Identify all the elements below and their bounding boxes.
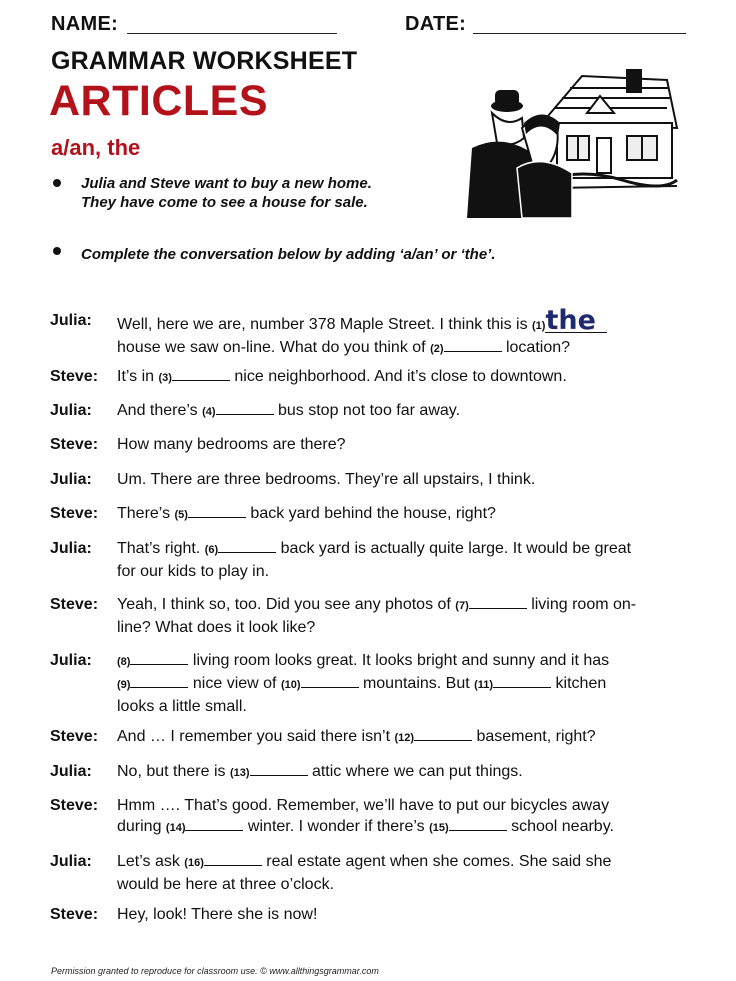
blank-number: (7) bbox=[455, 600, 469, 612]
answer-blank[interactable] bbox=[414, 726, 472, 741]
dialogue-text: school nearby. bbox=[506, 818, 614, 835]
dialogue-text: nice view of bbox=[188, 675, 281, 692]
answer-blank[interactable] bbox=[172, 366, 230, 381]
dialogue-text: back yard is actually quite large. It would be great bbox=[276, 540, 632, 557]
dialogue-text: living room looks great. It looks bright and sunny and it has bbox=[188, 652, 610, 669]
blank-number: (13) bbox=[229, 767, 250, 779]
instruction-1: Julia and Steve want to buy a new home. They have come to see a house for sale. bbox=[81, 175, 372, 211]
dialogue-text: for our kids to play in. bbox=[117, 563, 270, 580]
dialogue-text: It’s in bbox=[117, 368, 159, 385]
answer-blank[interactable] bbox=[218, 538, 276, 553]
dialogue-line bbox=[117, 851, 702, 895]
dialogue-text: living room on- bbox=[526, 596, 637, 613]
blank-number: (2) bbox=[430, 343, 444, 355]
dialogue-line bbox=[117, 904, 702, 925]
speaker-label: Steve: bbox=[50, 368, 99, 385]
answer-blank[interactable] bbox=[493, 673, 551, 688]
dialogue-line bbox=[117, 503, 702, 526]
answer-blank[interactable] bbox=[130, 673, 188, 688]
blank-number: (8) bbox=[117, 656, 131, 668]
dialogue-text: back yard behind the house, right? bbox=[245, 505, 496, 522]
worksheet-title: GRAMMAR WORKSHEET bbox=[51, 47, 358, 75]
dialogue-text: That’s right. bbox=[117, 540, 205, 557]
dialogue-line bbox=[117, 366, 702, 389]
speaker-label: Steve: bbox=[50, 436, 99, 453]
answer-blank[interactable] bbox=[204, 851, 262, 866]
answer-blank[interactable] bbox=[216, 400, 274, 415]
dialogue-text: Well, here we are, number 378 Maple Street. I think this is bbox=[117, 316, 533, 333]
answer-blank[interactable] bbox=[130, 650, 188, 665]
blank-number: (5) bbox=[174, 509, 188, 521]
blank-number: (12) bbox=[394, 732, 415, 744]
answer-blank[interactable] bbox=[250, 761, 308, 776]
answer-blank[interactable] bbox=[301, 673, 359, 688]
dialogue-text: would be here at three o’clock. bbox=[117, 876, 335, 893]
dialogue-line bbox=[117, 761, 702, 784]
dialogue-line bbox=[117, 594, 702, 638]
dialogue-line bbox=[117, 469, 702, 490]
house-illustration bbox=[462, 68, 682, 218]
dialogue-text: How many bedrooms are there? bbox=[117, 436, 346, 453]
handwritten-answer[interactable]: the bbox=[545, 310, 607, 333]
date-field[interactable] bbox=[473, 33, 686, 34]
blank-number: (1) bbox=[532, 320, 546, 332]
speaker-label: Steve: bbox=[50, 797, 99, 814]
speaker-label: Steve: bbox=[50, 906, 99, 923]
dialogue-text: winter. I wonder if there’s bbox=[243, 818, 430, 835]
dialogue-text: There’s bbox=[117, 505, 175, 522]
name-label: NAME: bbox=[51, 13, 119, 35]
blank-number: (4) bbox=[202, 406, 216, 418]
dialogue-text: Let’s ask bbox=[117, 853, 185, 870]
dialogue-text: Hmm …. That’s good. Remember, we’ll have to put our bicycles away bbox=[117, 797, 610, 814]
answer-blank[interactable] bbox=[185, 816, 243, 831]
blank-number: (9) bbox=[117, 679, 131, 691]
speaker-label: Steve: bbox=[50, 728, 99, 745]
dialogue-text: during bbox=[117, 818, 166, 835]
name-field[interactable] bbox=[127, 33, 337, 34]
blank-number: (3) bbox=[158, 372, 172, 384]
dialogue-line bbox=[117, 726, 702, 749]
dialogue-line bbox=[117, 400, 702, 423]
speaker-label: Steve: bbox=[50, 505, 99, 522]
dialogue-text: nice neighborhood. And it’s close to downtown. bbox=[229, 368, 567, 385]
dialogue-text: real estate agent when she comes. She said she bbox=[261, 853, 612, 870]
dialogue-text: No, but there is bbox=[117, 763, 230, 780]
speaker-label: Julia: bbox=[50, 853, 92, 870]
blank-number: (6) bbox=[204, 544, 219, 556]
blank-number: (16) bbox=[184, 857, 204, 869]
dialogue-text: Um. There are three bedrooms. They’re all upstairs, I think. bbox=[117, 471, 536, 488]
dialogue-text: location? bbox=[501, 339, 571, 356]
dialogue-text: Hey, look! There she is now! bbox=[117, 906, 318, 923]
blank-number: (14) bbox=[165, 822, 186, 834]
dialogue-text: attic where we can put things. bbox=[307, 763, 523, 780]
worksheet-subtopic: a/an, the bbox=[51, 135, 141, 160]
answer-blank[interactable] bbox=[449, 816, 507, 831]
instruction-2: Complete the conversation below by adding ‘a/an’ or ‘the’. bbox=[81, 246, 496, 263]
dialogue-line bbox=[117, 650, 702, 717]
dialogue-text: line? What does it look like? bbox=[117, 619, 316, 636]
dialogue-line bbox=[117, 538, 702, 582]
blank-number: (11) bbox=[474, 679, 494, 691]
dialogue-text: And there’s bbox=[117, 402, 203, 419]
worksheet-topic: ARTICLES bbox=[49, 77, 268, 125]
dialogue-text: bus stop not too far away. bbox=[273, 402, 461, 419]
blank-number: (10) bbox=[280, 679, 301, 691]
dialogue-text: Yeah, I think so, too. Did you see any photos of bbox=[117, 596, 456, 613]
dialogue-text: mountains. But bbox=[358, 675, 475, 692]
bullet-icon bbox=[53, 179, 61, 187]
speaker-label: Julia: bbox=[50, 402, 92, 419]
answer-blank[interactable] bbox=[444, 337, 502, 352]
answer-blank[interactable] bbox=[469, 594, 527, 609]
footer-permission: Permission granted to reproduce for classroom use. © www.allthingsgrammar.com bbox=[51, 966, 379, 976]
speaker-label: Julia: bbox=[50, 540, 92, 557]
dialogue-line bbox=[117, 434, 702, 455]
speaker-label: Julia: bbox=[50, 312, 92, 329]
bullet-icon bbox=[53, 247, 61, 255]
dialogue-text: basement, right? bbox=[472, 728, 596, 745]
dialogue-line bbox=[117, 795, 702, 839]
dialogue-text: kitchen bbox=[551, 675, 607, 692]
date-label: DATE: bbox=[405, 13, 467, 35]
speaker-label: Steve: bbox=[50, 596, 99, 613]
dialogue-line bbox=[117, 305, 702, 360]
speaker-label: Julia: bbox=[50, 652, 92, 669]
dialogue-text: looks a little small. bbox=[117, 698, 247, 715]
dialogue-text: And … I remember you said there isn’t bbox=[117, 728, 395, 745]
dialogue-text: house we saw on-line. What do you think of bbox=[117, 339, 431, 356]
speaker-label: Julia: bbox=[50, 471, 92, 488]
answer-blank[interactable] bbox=[188, 503, 246, 518]
blank-number: (15) bbox=[429, 822, 449, 834]
speaker-label: Julia: bbox=[50, 763, 92, 780]
